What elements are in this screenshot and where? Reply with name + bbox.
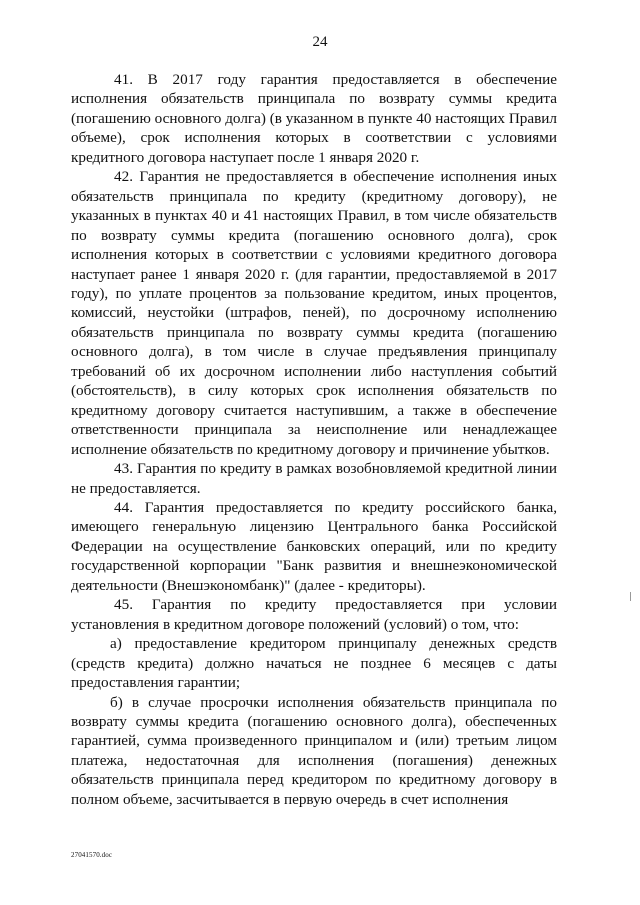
- subitem-b: б) в случае просрочки исполнения обязательств принципала по возврату суммы кредита (погашению основного долга), обеспеченных гарантией, сумма произведенного принципалом и (или) третьим лицом платежа, недостаточная для исполнения (погашения) денежных обязательств принципала перед кредитором по кредитному договору в полном объеме, засчитывается в первую очередь в счет исполнения: [71, 693, 557, 808]
- paragraph-41: 41. В 2017 году гарантия предоставляется в обеспечение исполнения обязательств принципала по возврату суммы кредита (погашению основного долга) (в указанном в пункте 40 настоящих Правил объеме), срок исполнения которых в соответствии с условиями кредитного договора наступает после 1 января 2020 г.: [71, 71, 557, 166]
- subitem-a: а) предоставление кредитором принципалу денежных средств (средств кредита) должно начаться не позднее 6 месяцев с даты предоставления гарантии;: [71, 635, 557, 692]
- page-number: 24: [312, 34, 328, 50]
- margin-mark: [630, 592, 631, 601]
- paragraph-44: 44. Гарантия предоставляется по кредиту российского банка, имеющего генеральную лицензию Центрального банка Российской Федерации на осуществление банковских операций, или по кредиту государственной корпорации "Банк развития и внешнеэкономической деятельности (Внешэкономбанк)" (далее - кредиторы).: [71, 498, 557, 594]
- paragraph-43: 43. Гарантия по кредиту в рамках возобновляемой кредитной линии не предоставляется.: [71, 460, 557, 497]
- paragraph-45: 45. Гарантия по кредиту предоставляется при условии установления в кредитном договоре положений (условий) о том, что:: [71, 596, 557, 633]
- paragraph-42: 42. Гарантия не предоставляется в обеспечение исполнения иных обязательств принципала по кредиту (кредитному договору), не указанных в пунктах 40 и 41 настоящих Правил, в том числе обязательств по возврату суммы кредита (погашению основного долга), срок исполнения которых в соответствии с условиями кредитного договора наступает ранее 1 января 2020 г. (для гарантии, предоставляемой в 2017 году), по уплате процентов за пользование кредитом, иных процентов, комиссий, неустойки (штрафов, пеней), по досрочному исполнению обязательств принципала по возврату суммы кредита (погашению основного долга), в том числе в случае предъявления принципалу требований об их досрочном исполнении либо наступления событий (обстоятельств), в силу которых срок исполнения обязательств по кредитному договору считается наступившим, а также в обеспечение ответственности принципала за неисполнение или ненадлежащее исполнение обязательств по кредитному договору и причинение убытков.: [71, 168, 557, 458]
- footer-file-name: 27041570.doc: [71, 851, 113, 859]
- document-body: [71, 70, 557, 809]
